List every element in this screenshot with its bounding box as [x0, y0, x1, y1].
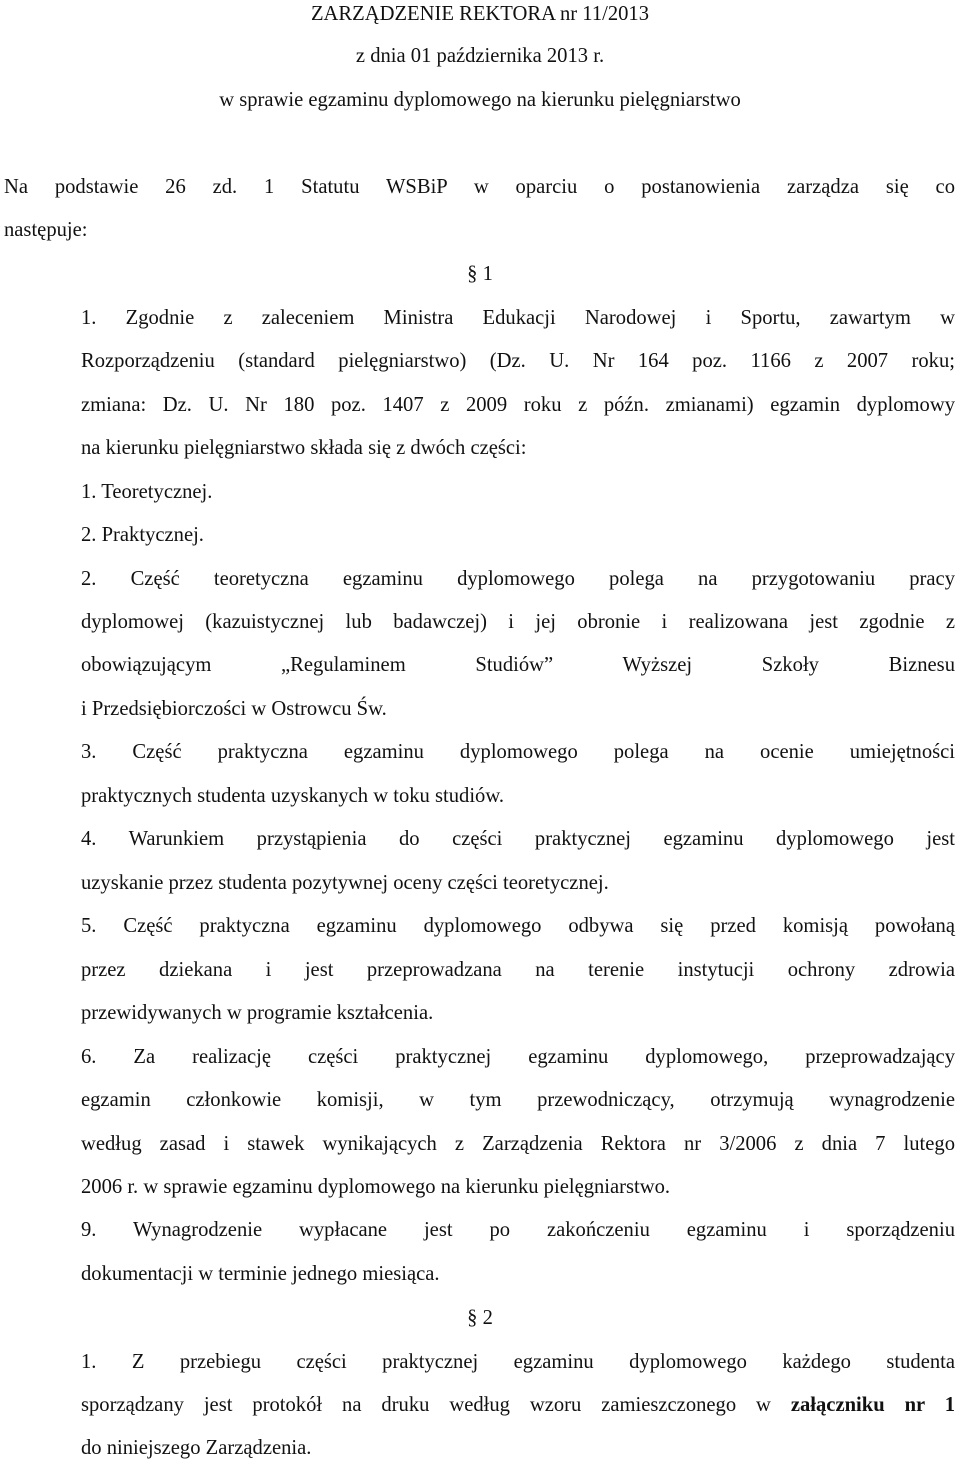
paragraph-line: dyplomowej (kazuistycznej lub badawczej) i jej obronie i realizowana jest zgodnie z — [81, 611, 955, 633]
section-heading: § 2 — [467, 1307, 493, 1329]
paragraph-line: uzyskanie przez studenta pozytywnej oceny części teoretycznej. — [81, 872, 609, 894]
attachment-reference: załączniku nr 1 — [790, 1394, 955, 1416]
paragraph-line: zmiana: Dz. U. Nr 180 poz. 1407 z 2009 roku z późn. zmianami) egzamin dyplomowy — [81, 394, 955, 416]
document-subject: w sprawie egzaminu dyplomowego na kierunku pielęgniarstwo — [219, 89, 741, 111]
paragraph-line: 5. Część praktyczna egzaminu dyplomowego odbywa się przed komisją powołaną — [81, 915, 955, 937]
paragraph-line: przewidywanych w programie kształcenia. — [81, 1002, 434, 1024]
paragraph-line: 9. Wynagrodzenie wypłacane jest po zakończeniu egzaminu i sporządzeniu — [81, 1219, 955, 1241]
paragraph-line — [81, 1395, 955, 1416]
document-title: ZARZĄDZENIE REKTORA nr 11/2013 — [310, 3, 650, 25]
paragraph-line: 4. Warunkiem przystąpienia do części praktycznej egzaminu dyplomowego jest — [81, 828, 955, 850]
paragraph-line: praktycznych studenta uzyskanych w toku studiów. — [81, 785, 505, 807]
preamble-line: Na podstawie 26 zd. 1 Statutu WSBiP w oparciu o postanowienia zarządza się co — [4, 176, 955, 198]
paragraph-line: według zasad i stawek wynikających z Zarządzenia Rektora nr 3/2006 z dnia 7 lutego — [81, 1133, 955, 1155]
document-date: z dnia 01 października 2013 r. — [355, 45, 605, 67]
paragraph-line: 2. Część teoretyczna egzaminu dyplomowego polega na przygotowaniu pracy — [81, 568, 955, 590]
paragraph-line: do niniejszego Zarządzenia. — [81, 1437, 312, 1459]
paragraph-line: na kierunku pielęgniarstwo składa się z dwóch części: — [81, 437, 527, 459]
paragraph-line: przez dziekana i jest przeprowadzana na terenie instytucji ochrony zdrowia — [81, 959, 955, 981]
paragraph-line: 3. Część praktyczna egzaminu dyplomowego polega na ocenie umiejętności — [81, 741, 955, 763]
paragraph-line: i Przedsiębiorczości w Ostrowcu Św. — [81, 698, 387, 720]
paragraph-line: egzamin członkowie komisji, w tym przewodniczący, otrzymują wynagrodzenie — [81, 1089, 955, 1111]
paragraph-line: 2006 r. w sprawie egzaminu dyplomowego na kierunku pielęgniarstwo. — [81, 1176, 671, 1198]
paragraph-line: dokumentacji w terminie jednego miesiąca. — [81, 1263, 440, 1285]
paragraph-text: sporządzany jest protokół na druku według wzoru zamieszczonego w — [81, 1394, 791, 1416]
paragraph-line: 1. Z przebiegu części praktycznej egzaminu dyplomowego każdego studenta — [81, 1351, 955, 1373]
paragraph-line: Rozporządzeniu (standard pielęgniarstwo) (Dz. U. Nr 164 poz. 1166 z 2007 roku; — [81, 350, 955, 372]
paragraph-line: 1. Zgodnie z zaleceniem Ministra Edukacji Narodowej i Sportu, zawartym w — [81, 307, 955, 329]
list-item: 2. Praktycznej. — [81, 524, 204, 546]
preamble-line: następuje: — [4, 219, 88, 241]
paragraph-line: 6. Za realizację części praktycznej egzaminu dyplomowego, przeprowadzający — [81, 1046, 955, 1068]
list-item: 1. Teoretycznej. — [81, 481, 213, 503]
paragraph-line: obowiązującym „Regulaminem Studiów” Wyższej Szkoły Biznesu — [81, 654, 955, 676]
section-heading: § 1 — [467, 263, 493, 285]
